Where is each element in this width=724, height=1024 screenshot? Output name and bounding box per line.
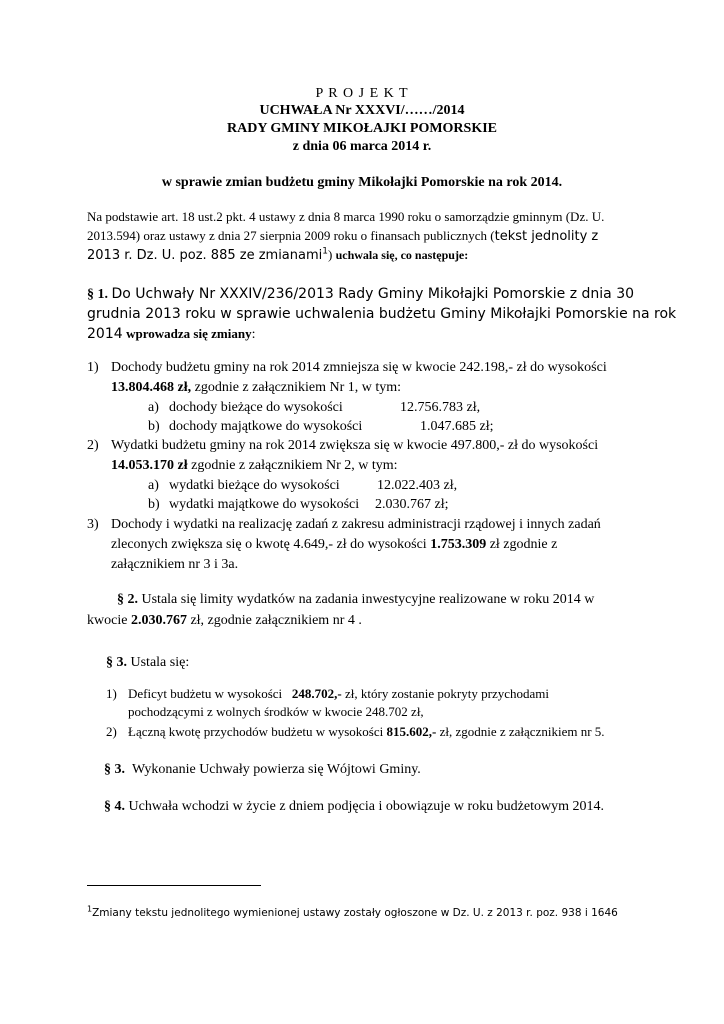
item-2-number: 2) — [87, 438, 99, 453]
legal-basis — [87, 209, 639, 266]
item-3-line-3: załącznikiem nr 3 i 3a. — [111, 557, 239, 572]
section-2-line-1: Ustala się limity wydatków na zadania inwestycyjne realizowane w roku 2014 w — [141, 592, 595, 607]
item-1a-text: dochody bieżące do wysokości — [169, 400, 343, 415]
section-1-colon: : — [251, 327, 256, 342]
section-3-list — [106, 686, 646, 744]
section-1 — [87, 286, 677, 346]
section-4 — [104, 799, 604, 815]
s3-item-2-amount: 815.602,- — [386, 724, 437, 739]
item-2b-label: b) — [148, 497, 160, 512]
item-2-rest: zgodnie z załącznikiem Nr 2, w tym: — [191, 458, 398, 473]
section-2 — [87, 592, 639, 634]
section-4-mark: § 4. — [104, 799, 125, 814]
section-3b-text: Wykonanie Uchwały powierza się Wójtowi Gminy. — [132, 762, 421, 777]
item-1-number: 1) — [87, 360, 99, 375]
council-name: RADY GMINY MIKOŁAJKI POMORSKIE — [226, 121, 498, 136]
item-1-rest: zgodnie z załącznikiem Nr 1, w tym: — [194, 380, 402, 395]
section-3b-mark: § 3. — [104, 762, 125, 777]
section-1-changes: wprowadza się zmiany — [126, 326, 252, 341]
footnote — [87, 904, 618, 919]
item-2b-text: wydatki majątkowe do wysokości — [169, 497, 360, 512]
section-2-amount: 2.030.767 — [130, 613, 187, 628]
resolves-phrase: uchwala się, co następuje: — [335, 248, 469, 262]
item-1a-label: a) — [148, 400, 159, 415]
item-1b-text: dochody majątkowe do wysokości — [169, 419, 363, 434]
item-3-line-2: zleconych zwiększa się o kwotę 4.649,- zł do wysokości — [111, 537, 427, 552]
s3-item-2-rest: zł, zgodnie z załącznikiem nr 5. — [439, 724, 605, 739]
item-2a-label: a) — [148, 478, 159, 493]
list-item — [87, 360, 639, 380]
s3-item-1-amount: 248.702,- — [291, 686, 342, 701]
section-1-year: 2014 — [87, 326, 123, 342]
s3-item-1-number: 1) — [106, 686, 117, 701]
section-2-kwocie: kwocie — [87, 613, 128, 628]
section-1-line-1: Do Uchwały Nr XXXIV/236/2013 Rady Gminy Mikołajki Pomorskie z dnia 30 — [111, 286, 635, 302]
section-1-line-2: grudnia 2013 roku w sprawie uchwalenia budżetu Gminy Mikołajki Pomorskie na rok — [87, 306, 677, 322]
section-3 — [106, 655, 189, 671]
s3-item-1-rest: zł, który zostanie pokryty przychodami — [345, 686, 549, 701]
item-2b-value: 2.030.767 zł; — [375, 497, 449, 512]
list-item — [106, 686, 646, 704]
legal-basis-line-3: 2013 r. Dz. U. poz. 885 ze zmianami — [87, 248, 323, 263]
section-3-text: Ustala się: — [130, 655, 190, 670]
item-2-amount: 14.053.170 zł — [111, 458, 188, 473]
projekt-label: P R O J E K T — [315, 86, 409, 101]
list-item — [87, 497, 639, 517]
s3-item-2-number: 2) — [106, 724, 117, 739]
list-item — [87, 400, 639, 419]
item-3-amount: 1.753.309 — [430, 537, 487, 552]
item-3-line-2-rest: zł zgodnie z — [489, 537, 558, 552]
changes-list — [87, 360, 639, 577]
item-2a-text: wydatki bieżące do wysokości — [169, 478, 340, 493]
resolution-date: z dnia 06 marca 2014 r. — [292, 139, 432, 154]
list-item — [87, 478, 639, 497]
list-item — [87, 517, 639, 537]
item-1b-value: 1.047.685 zł; — [420, 419, 494, 434]
s3-item-1-line-2: pochodzącymi z wolnych środków w kwocie 248.702 zł, — [128, 704, 424, 719]
item-1a-value: 12.756.783 zł, — [400, 400, 481, 415]
s3-item-1-text: Deficyt budżetu w wysokości — [128, 686, 283, 701]
footnote-reference[interactable]: 1 — [322, 246, 328, 257]
footnote-text: Zmiany tekstu jednolitego wymienionej ustawy zostały ogłoszone w Dz. U. z 2013 r. poz. 938 i 1646 — [92, 907, 618, 919]
section-3-execution — [104, 762, 421, 778]
item-3-number: 3) — [87, 517, 99, 532]
item-2-line-1: Wydatki budżetu gminy na rok 2014 zwiększa się w kwocie 497.800,- zł do wysokości — [111, 438, 599, 453]
footnote-number: 1 — [87, 904, 93, 914]
resolution-number: UCHWAŁA Nr XXXVI/……/2014 — [259, 103, 465, 118]
legal-basis-close: ) — [328, 247, 333, 262]
resolution-subject: w sprawie zmian budżetu gminy Mikołajki Pomorskie na rok 2014. — [161, 175, 563, 190]
item-1b-label: b) — [148, 419, 160, 434]
item-2a-value: 12.022.403 zł, — [377, 478, 458, 493]
section-1-mark: § 1. — [87, 287, 108, 302]
legal-basis-consolidated: tekst jednolity z — [494, 229, 599, 244]
list-item — [106, 724, 646, 744]
list-item — [87, 419, 639, 438]
item-3-line-1: Dochody i wydatki na realizację zadań z zakresu administracji rządowej i innych zadań — [111, 517, 601, 532]
section-4-text: Uchwała wchodzi w życie z dniem podjęcia i obowiązuje w roku budżetowym 2014. — [128, 799, 604, 814]
section-2-mark: § 2. — [117, 592, 138, 607]
section-2-rest: zł, zgodnie załącznikiem nr 4 . — [190, 613, 362, 628]
item-1-line-1: Dochody budżetu gminy na rok 2014 zmniejsza się w kwocie 242.198,- zł do wysokości — [111, 360, 607, 375]
s3-item-2-text: Łączną kwotę przychodów budżetu w wysokości — [128, 724, 384, 739]
footnote-separator — [87, 885, 261, 886]
item-1-amount: 13.804.468 zł, — [111, 380, 192, 395]
legal-basis-line-1: Na podstawie art. 18 ust.2 pkt. 4 ustawy z dnia 8 marca 1990 roku o samorządzie gminnym (Dz. U. — [87, 209, 605, 224]
section-3-mark: § 3. — [106, 655, 127, 670]
legal-basis-line-2: 2013.594) oraz ustawy z dnia 27 sierpnia 2009 roku o finansach publicznych ( — [87, 228, 495, 243]
list-item — [87, 438, 639, 458]
